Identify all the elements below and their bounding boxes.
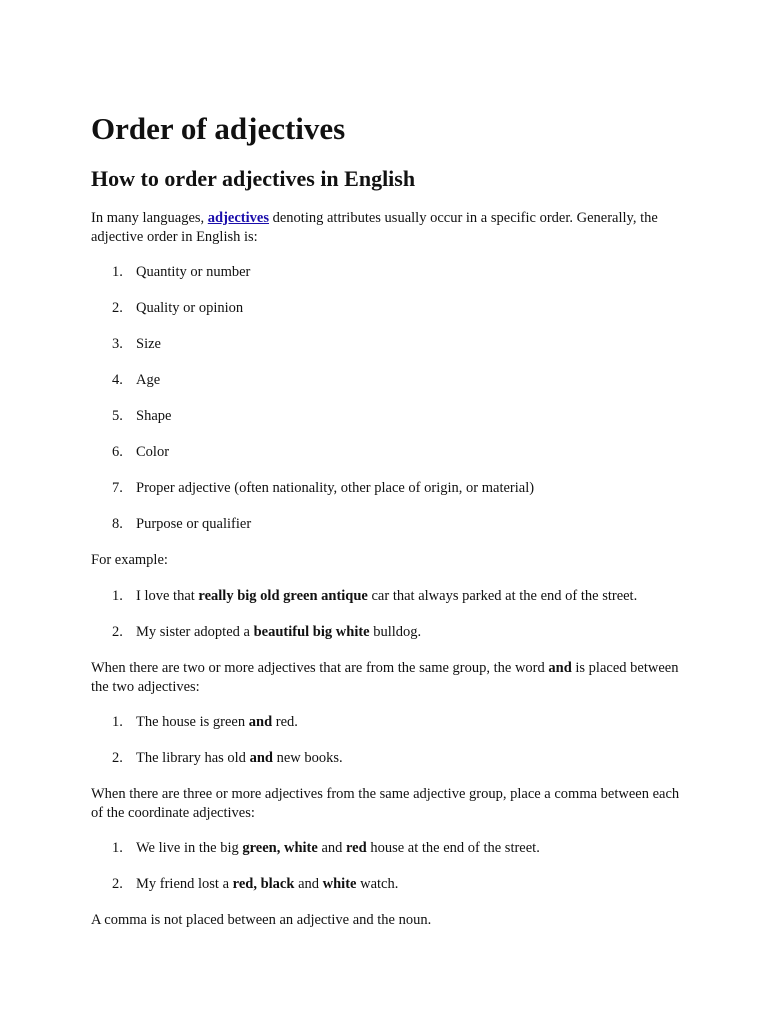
intro-text-pre: In many languages, xyxy=(91,210,208,226)
list-number: 8. xyxy=(112,516,123,532)
example-text: watch. xyxy=(356,876,399,892)
list-number: 1. xyxy=(112,714,123,730)
example-bold-text: beautiful big white xyxy=(253,624,370,640)
list-number: 6. xyxy=(112,444,123,460)
example-bold-text: red, black xyxy=(232,876,295,892)
example-text: My friend lost a xyxy=(136,876,233,892)
example-text: bulldog. xyxy=(369,624,422,640)
example-text: I love that xyxy=(136,588,199,604)
example-text: house at the end of the street. xyxy=(366,840,540,856)
list-text: Size xyxy=(136,336,161,352)
example-bold-text: green, white xyxy=(242,840,318,856)
three-or-more-paragraph: When there are three or more adjectives from the same adjective group, place a comma between each of the coordinate adjectives: xyxy=(91,786,680,821)
list-number: 5. xyxy=(112,408,123,424)
example-text: We live in the big xyxy=(136,840,243,856)
example-text: red. xyxy=(272,714,298,730)
example-bold-text: white xyxy=(322,876,357,892)
example-text: new books. xyxy=(272,750,343,766)
example-text: My sister adopted a xyxy=(136,624,254,640)
list-number: 2. xyxy=(112,300,123,316)
example-text: car that always parked at the end of the street. xyxy=(367,588,638,604)
paragraph-text: is placed between the two adjectives: xyxy=(91,660,679,695)
list-text xyxy=(136,623,421,642)
list-text: Quality or opinion xyxy=(136,300,244,316)
example-text: and xyxy=(317,840,346,856)
paragraph-bold-text: and xyxy=(548,660,572,676)
page-subtitle: How to order adjectives in English xyxy=(91,166,416,191)
list-text: Age xyxy=(136,372,161,388)
list-text xyxy=(136,839,540,858)
list-text: Proper adjective (often nationality, other place of origin, or material) xyxy=(136,480,535,496)
list-text: Purpose or qualifier xyxy=(136,516,252,532)
list-number: 2. xyxy=(112,624,123,640)
list-text xyxy=(136,587,637,606)
list-number: 1. xyxy=(112,588,123,604)
example-bold-text: red xyxy=(346,840,367,856)
intro-text-post: denoting attributes usually occur in a specific order. Generally, the adjective order in English is: xyxy=(91,210,658,245)
intro-paragraph xyxy=(91,209,691,247)
for-example-label: For example: xyxy=(91,552,168,568)
example-text: and xyxy=(294,876,323,892)
example-bold-text: and xyxy=(248,714,273,730)
same-group-paragraph xyxy=(91,659,691,697)
adjectives-link[interactable]: adjectives xyxy=(207,210,269,226)
list-number: 1. xyxy=(112,264,123,280)
paragraph-text: When there are two or more adjectives that are from the same group, the word xyxy=(91,660,549,676)
list-number: 2. xyxy=(112,876,123,892)
list-number: 4. xyxy=(112,372,123,388)
closing-paragraph: A comma is not placed between an adjective and the noun. xyxy=(91,912,432,928)
list-text xyxy=(136,875,398,894)
list-number: 1. xyxy=(112,840,123,856)
list-number: 2. xyxy=(112,750,123,766)
example-text: The house is green xyxy=(136,714,249,730)
list-number: 3. xyxy=(112,336,123,352)
list-text: Quantity or number xyxy=(136,264,251,280)
example-bold-text: really big old green antique xyxy=(198,588,368,604)
page-title: Order of adjectives xyxy=(91,111,346,146)
list-number: 7. xyxy=(112,480,123,496)
example-text: The library has old xyxy=(136,750,250,766)
list-text xyxy=(136,749,343,768)
list-text: Shape xyxy=(136,408,172,424)
list-text xyxy=(136,713,298,732)
list-text: Color xyxy=(136,444,170,460)
example-bold-text: and xyxy=(249,750,273,766)
